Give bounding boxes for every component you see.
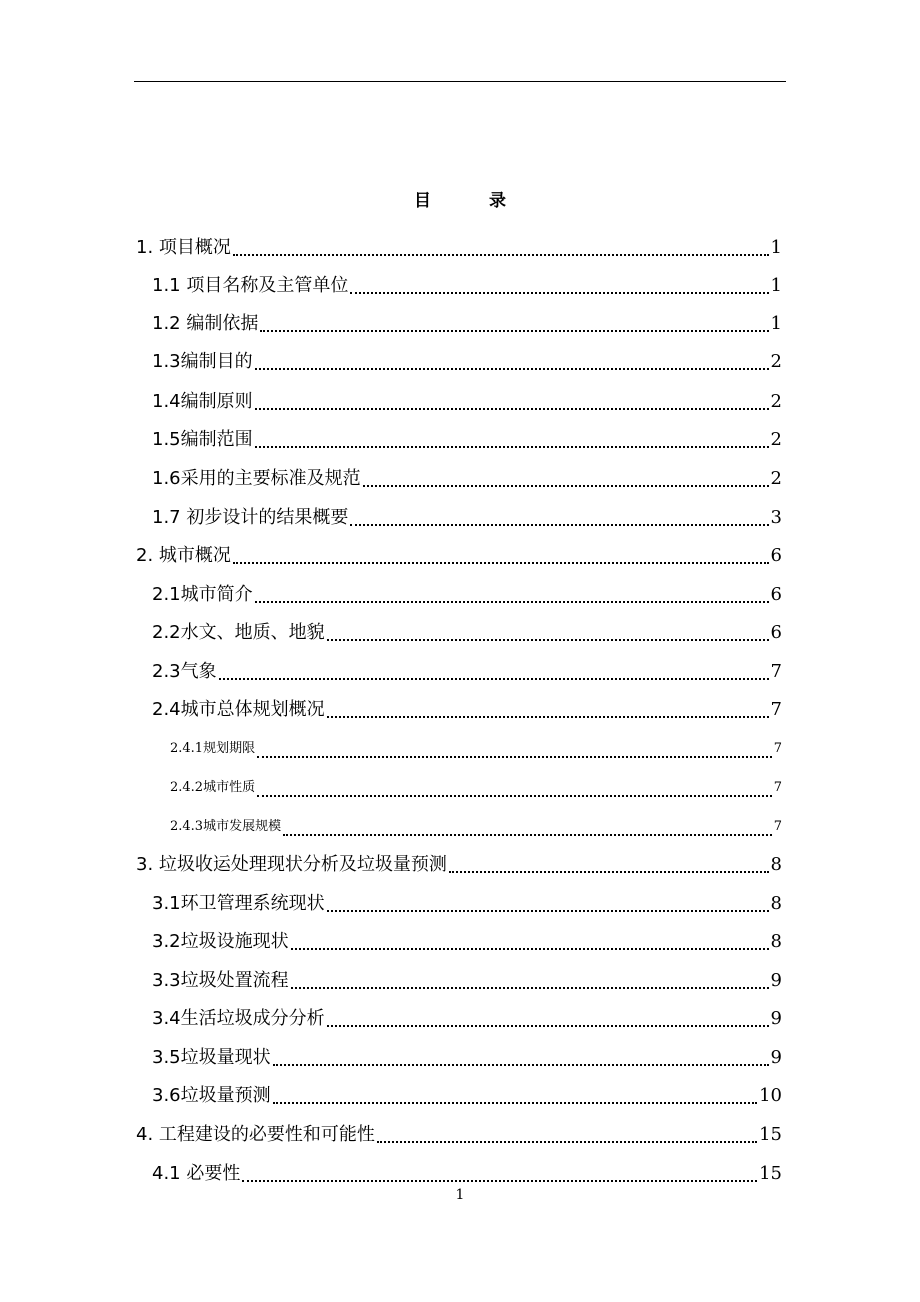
toc-entry-page: 2 — [770, 429, 782, 450]
toc-entry-page: 2 — [770, 391, 782, 412]
toc-entry-page: 15 — [759, 1124, 782, 1145]
toc-entry-label: 1. 项目概况 — [136, 237, 231, 258]
toc-entry-label: 1.4编制原则 — [152, 391, 253, 412]
toc-entry-label: 1.7 初步设计的结果概要 — [152, 507, 349, 528]
toc-leader-dots — [350, 281, 768, 299]
toc-entry[interactable] — [152, 582, 782, 608]
toc-entry[interactable] — [152, 1006, 782, 1032]
toc-entry-label: 2. 城市概况 — [136, 545, 231, 566]
toc-entry-page: 8 — [770, 854, 782, 875]
toc-entry-label: 2.4.2城市性质 — [170, 780, 256, 795]
toc-leader-dots — [233, 551, 769, 569]
toc-leader-dots — [260, 319, 768, 337]
toc-entry[interactable] — [152, 620, 782, 646]
toc-entry-label: 3.4生活垃圾成分分析 — [152, 1008, 325, 1029]
toc-leader-dots — [219, 667, 769, 685]
toc-entry[interactable] — [152, 968, 782, 994]
toc-entry[interactable] — [152, 389, 782, 415]
toc-entry-page: 10 — [759, 1085, 782, 1106]
toc-entry[interactable] — [152, 1045, 782, 1071]
toc-entry-label: 4.1 必要性 — [152, 1163, 241, 1184]
toc-entry[interactable] — [152, 659, 782, 685]
toc-entry[interactable] — [136, 235, 782, 261]
toc-entry[interactable] — [152, 697, 782, 723]
toc-entry-page: 7 — [773, 741, 782, 756]
toc-leader-dots — [273, 1091, 757, 1109]
toc-entry-label: 4. 工程建设的必要性和可能性 — [136, 1124, 375, 1145]
toc-entry-page: 3 — [770, 507, 782, 528]
toc-leader-dots — [273, 1053, 769, 1071]
toc-entry-page: 8 — [770, 931, 782, 952]
toc-entry-label: 1.2 编制依据 — [152, 313, 259, 334]
toc-entry-label: 3.6垃圾量预测 — [152, 1085, 271, 1106]
toc-leader-dots — [327, 1014, 769, 1032]
toc-entry[interactable] — [152, 929, 782, 955]
toc-leader-dots — [255, 590, 769, 608]
toc-entry-label: 3.1环卫管理系统现状 — [152, 893, 325, 914]
toc-entry[interactable] — [170, 814, 782, 840]
toc-entry[interactable] — [152, 1161, 782, 1187]
toc-entry-label: 2.4.1规划期限 — [170, 741, 256, 756]
toc-entry-label: 1.6采用的主要标准及规范 — [152, 468, 361, 489]
toc-entry[interactable] — [152, 427, 782, 453]
toc-entry-page: 9 — [770, 1047, 782, 1068]
toc-entry-page: 7 — [773, 819, 782, 834]
toc-entry-page: 2 — [770, 351, 782, 372]
toc-entry-page: 9 — [770, 970, 782, 991]
toc-entry-page: 1 — [770, 237, 782, 258]
toc-leader-dots — [255, 357, 769, 375]
toc-leader-dots — [257, 783, 772, 801]
toc-entry-label: 1.1 项目名称及主管单位 — [152, 275, 349, 296]
toc-leader-dots — [257, 744, 772, 762]
toc-leader-dots — [283, 822, 772, 840]
toc-entry-label: 2.4.3城市发展规模 — [170, 819, 282, 834]
toc-entry[interactable] — [136, 1122, 782, 1148]
toc-leader-dots — [291, 976, 769, 994]
toc-entry-label: 1.3编制目的 — [152, 351, 253, 372]
toc-entry-label: 3.5垃圾量现状 — [152, 1047, 271, 1068]
toc-entry-label: 1.5编制范围 — [152, 429, 253, 450]
toc-leader-dots — [377, 1130, 757, 1148]
toc-leader-dots — [255, 397, 769, 415]
toc-entry-page: 7 — [770, 699, 782, 720]
toc-entry-label: 3. 垃圾收运处理现状分析及垃圾量预测 — [136, 854, 447, 875]
toc-entry-label: 2.1城市简介 — [152, 584, 253, 605]
toc-leader-dots — [291, 937, 769, 955]
toc-leader-dots — [327, 705, 769, 723]
toc-entry[interactable] — [152, 349, 782, 375]
toc-leader-dots — [327, 899, 769, 917]
toc-entry[interactable] — [152, 505, 782, 531]
toc-leader-dots — [350, 513, 768, 531]
toc-entry-page: 2 — [770, 468, 782, 489]
toc-entry-label: 2.4城市总体规划概况 — [152, 699, 325, 720]
toc-entry-label: 3.2垃圾设施现状 — [152, 931, 289, 952]
toc-entry[interactable] — [136, 852, 782, 878]
toc-entry-page: 1 — [770, 275, 782, 296]
toc-entry[interactable] — [152, 311, 782, 337]
toc-entry-page: 7 — [770, 661, 782, 682]
page-number: 1 — [455, 1187, 465, 1203]
toc-entry[interactable] — [152, 1083, 782, 1109]
toc-entry[interactable] — [152, 891, 782, 917]
toc-entry[interactable] — [170, 736, 782, 762]
toc-leader-dots — [363, 474, 769, 492]
toc-entry-page: 7 — [773, 780, 782, 795]
toc-entry-label: 2.3气象 — [152, 661, 217, 682]
toc-leader-dots — [233, 243, 769, 261]
toc-leader-dots — [242, 1169, 757, 1187]
toc-leader-dots — [255, 435, 769, 453]
toc-entry-page: 6 — [770, 545, 782, 566]
toc-title-right: 录 — [489, 191, 506, 211]
toc-entry[interactable] — [152, 273, 782, 299]
toc-entry-page: 6 — [770, 584, 782, 605]
toc-entry[interactable] — [152, 466, 782, 492]
toc-entry-label: 3.3垃圾处置流程 — [152, 970, 289, 991]
toc-entry-label: 2.2水文、地质、地貌 — [152, 622, 325, 643]
toc-entry[interactable] — [170, 775, 782, 801]
toc-entry-page: 15 — [759, 1163, 782, 1184]
toc-entry-page: 9 — [770, 1008, 782, 1029]
toc-entry[interactable] — [136, 543, 782, 569]
toc-title-left: 目 — [414, 191, 431, 211]
toc-leader-dots — [449, 860, 769, 878]
toc-entry-page: 6 — [770, 622, 782, 643]
toc-entry-page: 8 — [770, 893, 782, 914]
toc-entry-page: 1 — [770, 313, 782, 334]
toc-leader-dots — [327, 628, 769, 646]
